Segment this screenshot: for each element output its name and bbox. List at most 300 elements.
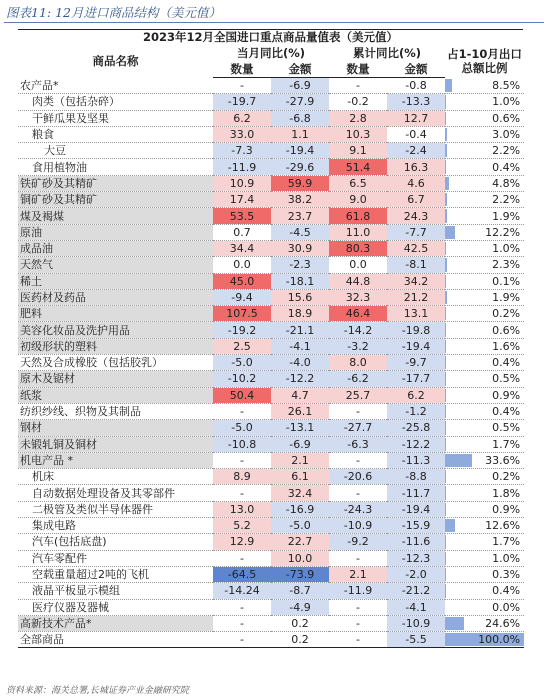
monthly-amount-cell: -29.6 (271, 159, 329, 175)
share-cell (445, 355, 524, 371)
monthly-quantity-cell: 13.0 (213, 501, 271, 517)
share-cell (445, 224, 524, 240)
share-cell (445, 94, 524, 110)
cumulative-amount-cell: -13.3 (387, 94, 445, 110)
cumulative-quantity-cell: 10.3 (329, 126, 387, 142)
row-name: 原油 (18, 224, 213, 240)
cumulative-quantity-cell: 61.8 (329, 208, 387, 224)
monthly-quantity-cell: -19.7 (213, 94, 271, 110)
row-name: 肉类（包括杂碎） (32, 95, 120, 109)
monthly-amount-cell: -4.1 (271, 338, 329, 354)
row-name: 稀土 (18, 273, 213, 289)
row-name: 机电产品 * (18, 452, 213, 468)
cumulative-amount-cell: -2.4 (387, 143, 445, 159)
share-bar (445, 519, 455, 532)
share-value: 0.6% (492, 323, 521, 337)
share-value: 12.2% (485, 225, 521, 239)
table-row (18, 126, 524, 142)
cumulative-amount-cell: -19.4 (387, 501, 445, 517)
row-name: 农产品* (20, 78, 59, 92)
cumulative-quantity-cell: - (356, 616, 360, 630)
table-row (18, 599, 524, 615)
share-value: 0.4% (492, 356, 521, 370)
figure-label: 图表11: 12月进口商品结构（美元值） (6, 5, 221, 20)
row-name: 机床 (32, 470, 54, 484)
table-row (18, 403, 524, 419)
cumulative-amount-cell: 34.2 (387, 273, 445, 289)
monthly-quantity-cell: -10.2 (213, 371, 271, 387)
cumulative-amount-cell: -8.1 (387, 257, 445, 273)
row-name: 高新技术产品* (18, 615, 213, 631)
share-value: 1.9% (492, 291, 521, 304)
share-cell (445, 485, 524, 501)
table-row (18, 322, 524, 338)
monthly-quantity-cell: 5.2 (213, 518, 271, 534)
table-row (18, 566, 524, 582)
row-name: 二极管及类似半导体器件 (32, 502, 153, 516)
row-name: 集成电路 (32, 519, 76, 533)
share-bar (445, 95, 446, 108)
share-value: 0.0% (492, 600, 521, 614)
cumulative-amount-cell: -0.8 (405, 79, 427, 93)
share-cell (445, 566, 524, 582)
cumulative-quantity-cell: 51.4 (329, 159, 387, 175)
monthly-amount-cell: -73.9 (271, 566, 329, 582)
monthly-quantity-cell: -10.8 (213, 436, 271, 452)
cumulative-amount-cell: -2.0 (387, 566, 445, 582)
cumulative-amount-cell: 6.2 (387, 387, 445, 403)
row-name: 初级形状的塑料 (18, 338, 213, 354)
cumulative-quantity-cell: 2.1 (329, 566, 387, 582)
monthly-amount-cell: 23.7 (271, 208, 329, 224)
share-cell (445, 257, 524, 273)
share-cell (445, 78, 524, 94)
share-value: 3.0% (492, 128, 521, 142)
monthly-quantity-cell: 0.0 (233, 258, 251, 272)
row-name: 未锻轧铜及铜材 (18, 436, 213, 452)
monthly-quantity-cell: - (240, 405, 244, 419)
cumulative-quantity-cell: -11.9 (329, 583, 387, 599)
cumulative-amount-cell: -11.6 (387, 534, 445, 550)
share-value: 100.0% (478, 633, 521, 647)
share-cell (445, 469, 524, 485)
cumulative-quantity-cell: 11.0 (329, 224, 387, 240)
monthly-amount-cell: -16.9 (271, 501, 329, 517)
row-name: 干鲜瓜果及坚果 (32, 111, 109, 125)
row-name: 肥料 (18, 306, 213, 322)
cumulative-amount-cell: -7.7 (387, 224, 445, 240)
table-row (18, 469, 524, 485)
table-row (18, 501, 524, 517)
monthly-quantity-cell: 8.9 (213, 469, 271, 485)
cumulative-amount-cell: -19.8 (387, 322, 445, 338)
table-row (18, 159, 524, 175)
table-row (18, 615, 524, 631)
header-cumulative-yoy: 累计同比(%) (353, 46, 422, 60)
table-row (18, 338, 524, 354)
row-name: 铁矿砂及其精矿 (18, 175, 213, 191)
monthly-quantity-cell: -64.5 (213, 566, 271, 582)
cumulative-quantity-cell: -0.2 (347, 95, 369, 109)
share-value: 1.6% (492, 339, 521, 353)
monthly-amount-cell: -13.1 (271, 420, 329, 436)
table-row (18, 583, 524, 599)
row-name: 煤及褐煤 (18, 208, 213, 224)
row-name: 美容化妆品及洗护用品 (18, 322, 213, 338)
cumulative-quantity-cell: - (356, 551, 360, 565)
cumulative-quantity-cell: - (356, 633, 360, 647)
share-value: 0.2% (492, 470, 521, 484)
monthly-quantity-cell: -19.2 (213, 322, 271, 338)
table-body (18, 78, 524, 648)
row-name: 纺织纱线、织物及其制品 (20, 405, 141, 419)
monthly-amount-cell: 0.2 (291, 633, 309, 647)
share-cell (445, 403, 524, 419)
share-value: 1.8% (492, 486, 521, 500)
monthly-amount-cell: 59.9 (271, 175, 329, 191)
row-name: 医疗仪器及器械 (32, 600, 109, 614)
table-row (18, 110, 524, 126)
share-value: 0.4% (492, 584, 521, 598)
share-cell (445, 387, 524, 403)
table-row (18, 534, 524, 550)
table-row (18, 257, 524, 273)
monthly-quantity-cell: 10.9 (213, 175, 271, 191)
monthly-quantity-cell: 0.7 (233, 225, 251, 239)
table-row (18, 240, 524, 256)
cumulative-quantity-cell: 0.0 (349, 258, 367, 272)
table-row (18, 192, 524, 208)
row-name: 原木及锯材 (18, 371, 213, 387)
share-value: 1.7% (492, 437, 521, 451)
share-bar (445, 340, 446, 353)
share-bar (445, 193, 447, 206)
table-row (18, 208, 524, 224)
monthly-quantity-cell: -9.4 (213, 289, 271, 305)
table-title: 2023年12月全国进口重点商品量值表（美元值） (18, 29, 523, 45)
cumulative-quantity-cell: 8.0 (329, 355, 387, 371)
cumulative-amount-cell: -12.3 (387, 550, 445, 566)
row-name: 天然及合成橡胶（包括胶乳） (20, 356, 163, 370)
source-note: 资料来源：海关总署,长城证券产业金融研究院 (6, 686, 189, 696)
cumulative-amount-cell: 42.5 (387, 240, 445, 256)
monthly-amount-cell: -2.3 (271, 257, 329, 273)
share-cell (445, 175, 524, 191)
share-cell (445, 306, 524, 322)
share-bar (445, 389, 446, 402)
cumulative-amount-cell: -21.2 (387, 583, 445, 599)
share-bar (445, 144, 447, 157)
monthly-quantity-cell: 6.2 (213, 110, 271, 126)
monthly-quantity-cell: -11.9 (213, 159, 271, 175)
share-cell (445, 518, 524, 534)
share-bar (445, 258, 447, 271)
header-cumulative-quantity: 数量 (329, 61, 387, 78)
monthly-quantity-cell: -14.24 (213, 583, 271, 599)
cumulative-amount-cell: 13.1 (387, 306, 445, 322)
monthly-amount-cell: 32.4 (271, 485, 329, 501)
share-value: 1.0% (492, 95, 521, 109)
cumulative-quantity-cell: -3.2 (329, 338, 387, 354)
cumulative-amount-cell: 4.6 (387, 175, 445, 191)
monthly-quantity-cell: 50.4 (213, 387, 271, 403)
monthly-amount-cell: -4.9 (271, 599, 329, 615)
share-cell (445, 192, 524, 208)
share-value: 1.9% (492, 209, 521, 223)
share-cell (445, 240, 524, 256)
monthly-amount-cell: -18.1 (271, 273, 329, 289)
cumulative-amount-cell: -5.5 (387, 632, 445, 648)
cumulative-quantity-cell: 2.8 (329, 110, 387, 126)
cumulative-amount-cell: -11.7 (387, 485, 445, 501)
share-cell (445, 289, 524, 305)
table-row (18, 371, 524, 387)
row-name: 自动数据处理设备及其零部件 (32, 486, 175, 500)
monthly-quantity-cell: -7.3 (213, 143, 271, 159)
share-bar (445, 209, 447, 222)
share-cell (445, 143, 524, 159)
share-bar (445, 291, 447, 304)
cumulative-quantity-cell: -6.2 (329, 371, 387, 387)
cumulative-amount-cell: -19.4 (387, 338, 445, 354)
share-value: 12.6% (485, 519, 521, 533)
monthly-amount-cell: 30.9 (271, 240, 329, 256)
share-cell (445, 550, 524, 566)
header-monthly-quantity: 数量 (213, 61, 271, 78)
share-bar (445, 552, 446, 565)
share-value: 0.2% (492, 307, 521, 321)
cumulative-amount-cell: -11.3 (387, 452, 445, 468)
share-value: 0.1% (492, 274, 521, 288)
cumulative-quantity-cell: - (356, 453, 360, 467)
share-bar (445, 79, 452, 93)
share-cell (445, 126, 524, 142)
share-cell (445, 599, 524, 615)
monthly-quantity-cell: - (240, 551, 244, 565)
cumulative-quantity-cell: 9.1 (329, 143, 387, 159)
row-name: 铜矿砂及其精矿 (18, 192, 213, 208)
share-cell (445, 371, 524, 387)
cumulative-quantity-cell: -6.3 (329, 436, 387, 452)
share-value: 2.2% (492, 193, 521, 207)
cumulative-amount-cell: -12.2 (387, 436, 445, 452)
monthly-quantity-cell: - (240, 486, 244, 500)
share-bar (445, 617, 464, 630)
monthly-amount-cell: -12.2 (271, 371, 329, 387)
cumulative-amount-cell: 12.7 (387, 110, 445, 126)
share-cell (445, 273, 524, 289)
table-row (18, 94, 524, 110)
monthly-amount-cell: 2.1 (271, 452, 329, 468)
share-bar (445, 454, 472, 467)
share-cell (445, 110, 524, 126)
header-name: 商品名称 (92, 54, 139, 69)
monthly-quantity-cell: 2.5 (213, 338, 271, 354)
cumulative-quantity-cell: -24.3 (329, 501, 387, 517)
table-row (18, 632, 524, 648)
share-cell (445, 583, 524, 599)
monthly-amount-cell: 10.0 (271, 550, 329, 566)
table-row (18, 306, 524, 322)
cumulative-quantity-cell: 46.4 (329, 306, 387, 322)
share-cell (445, 436, 524, 452)
share-bar (445, 242, 446, 255)
monthly-quantity-cell: 34.4 (213, 240, 271, 256)
monthly-quantity-cell: - (240, 633, 244, 647)
share-value: 1.7% (492, 535, 521, 549)
cumulative-amount-cell: -17.7 (387, 371, 445, 387)
share-bar (445, 486, 446, 499)
cumulative-quantity-cell: - (356, 600, 360, 614)
monthly-amount-cell: 15.6 (271, 289, 329, 305)
cumulative-quantity-cell: -9.2 (329, 534, 387, 550)
row-name: 汽车零配件 (32, 551, 87, 565)
table-row (18, 273, 524, 289)
share-cell (445, 159, 524, 175)
table-row (18, 387, 524, 403)
table-row (18, 78, 524, 94)
share-cell (445, 338, 524, 354)
share-value: 0.6% (492, 111, 521, 125)
share-value: 0.3% (492, 568, 521, 582)
share-value: 0.5% (492, 372, 521, 386)
table-row (18, 143, 524, 159)
share-value: 4.8% (492, 176, 521, 190)
table-row (18, 436, 524, 452)
monthly-quantity-cell: - (240, 79, 244, 93)
monthly-amount-cell: -19.4 (271, 143, 329, 159)
cumulative-amount-cell: -1.2 (387, 403, 445, 419)
share-cell (445, 322, 524, 338)
monthly-amount-cell: 4.7 (271, 387, 329, 403)
share-cell (445, 501, 524, 517)
monthly-quantity-cell: 107.5 (213, 306, 271, 322)
monthly-quantity-cell: - (240, 616, 244, 630)
cumulative-quantity-cell: 32.3 (329, 289, 387, 305)
share-value: 0.4% (492, 405, 521, 419)
cumulative-amount-cell: -4.1 (387, 599, 445, 615)
table-row (18, 420, 524, 436)
row-name: 空载重量超过2吨的飞机 (32, 568, 149, 582)
row-name: 粮食 (32, 128, 54, 142)
cumulative-amount-cell: -10.9 (387, 615, 445, 631)
share-value: 33.6% (485, 453, 521, 467)
monthly-quantity-cell: 45.0 (213, 273, 271, 289)
monthly-amount-cell: -21.1 (271, 322, 329, 338)
cumulative-amount-cell: 16.3 (387, 159, 445, 175)
header-monthly-yoy: 当月同比(%) (236, 46, 306, 60)
table-row (18, 175, 524, 191)
row-name: 汽车(包括底盘) (32, 535, 107, 549)
row-name: 大豆 (44, 144, 66, 158)
monthly-quantity-cell: 33.0 (213, 126, 271, 142)
cumulative-amount-cell: -15.9 (387, 518, 445, 534)
monthly-quantity-cell: 53.5 (213, 208, 271, 224)
monthly-amount-cell: -4.0 (271, 355, 329, 371)
cumulative-quantity-cell: 80.3 (329, 240, 387, 256)
cumulative-amount-cell: 24.3 (387, 208, 445, 224)
monthly-quantity-cell: - (240, 600, 244, 614)
cumulative-quantity-cell: -27.7 (329, 420, 387, 436)
cumulative-amount-cell: 6.7 (387, 192, 445, 208)
monthly-quantity-cell: -5.0 (213, 355, 271, 371)
share-value: 0.9% (492, 388, 521, 402)
share-value: 0.5% (492, 421, 521, 435)
share-value: 8.5% (492, 78, 521, 92)
header-share: 占1-10月出口总额比例 (447, 47, 522, 76)
share-value: 2.2% (492, 144, 521, 158)
table-row (18, 452, 524, 468)
monthly-amount-cell: -4.5 (271, 224, 329, 240)
cumulative-quantity-cell: 9.0 (329, 192, 387, 208)
import-structure-table (18, 29, 523, 648)
title-divider (4, 22, 544, 23)
monthly-amount-cell: 38.2 (271, 192, 329, 208)
cumulative-quantity-cell: -20.6 (329, 469, 387, 485)
monthly-amount-cell: -6.9 (271, 78, 329, 94)
cumulative-amount-cell: -0.4 (405, 128, 427, 142)
share-bar (445, 226, 455, 239)
monthly-amount-cell: 26.1 (271, 403, 329, 419)
monthly-amount-cell: -8.7 (271, 583, 329, 599)
row-name: 钢材 (18, 420, 213, 436)
cumulative-quantity-cell: 6.5 (329, 175, 387, 191)
table-row (18, 289, 524, 305)
share-cell (445, 615, 524, 631)
row-name: 成品油 (18, 240, 213, 256)
share-value: 2.3% (492, 258, 521, 272)
cumulative-quantity-cell: -10.9 (329, 518, 387, 534)
data-table (18, 45, 524, 648)
share-value: 1.0% (492, 242, 521, 256)
cumulative-quantity-cell: 25.7 (329, 387, 387, 403)
table-row (18, 550, 524, 566)
table-row (18, 518, 524, 534)
row-name: 医药材及药品 (18, 289, 213, 305)
monthly-quantity-cell: 12.9 (213, 534, 271, 550)
row-name: 纸浆 (18, 387, 213, 403)
monthly-amount-cell: 18.9 (271, 306, 329, 322)
share-bar (445, 177, 449, 190)
row-name: 液晶平板显示模组 (32, 584, 120, 598)
monthly-amount-cell: -27.9 (271, 94, 329, 110)
monthly-quantity-cell: - (240, 453, 244, 467)
share-value: 1.0% (492, 551, 521, 565)
row-name: 天然气 (18, 257, 213, 273)
monthly-amount-cell: -6.8 (271, 110, 329, 126)
monthly-amount-cell: 1.1 (271, 126, 329, 142)
monthly-amount-cell: -5.0 (271, 518, 329, 534)
share-value: 0.9% (492, 502, 521, 516)
monthly-amount-cell: -6.9 (271, 436, 329, 452)
header-cumulative-amount: 金额 (387, 61, 445, 78)
cumulative-amount-cell: 21.2 (387, 289, 445, 305)
cumulative-amount-cell: -8.8 (387, 469, 445, 485)
cumulative-amount-cell: -9.7 (387, 355, 445, 371)
cumulative-quantity-cell: 44.8 (329, 273, 387, 289)
monthly-quantity-cell: -5.0 (213, 420, 271, 436)
row-name: 食用植物油 (32, 160, 87, 174)
share-value: 0.4% (492, 160, 521, 174)
monthly-amount-cell: 22.7 (271, 534, 329, 550)
share-cell (445, 420, 524, 436)
table-row (18, 355, 524, 371)
table-row (18, 224, 524, 240)
share-bar (445, 128, 447, 141)
cumulative-quantity-cell: - (356, 486, 360, 500)
row-name: 全部商品 (20, 633, 64, 647)
share-bar (445, 503, 446, 516)
